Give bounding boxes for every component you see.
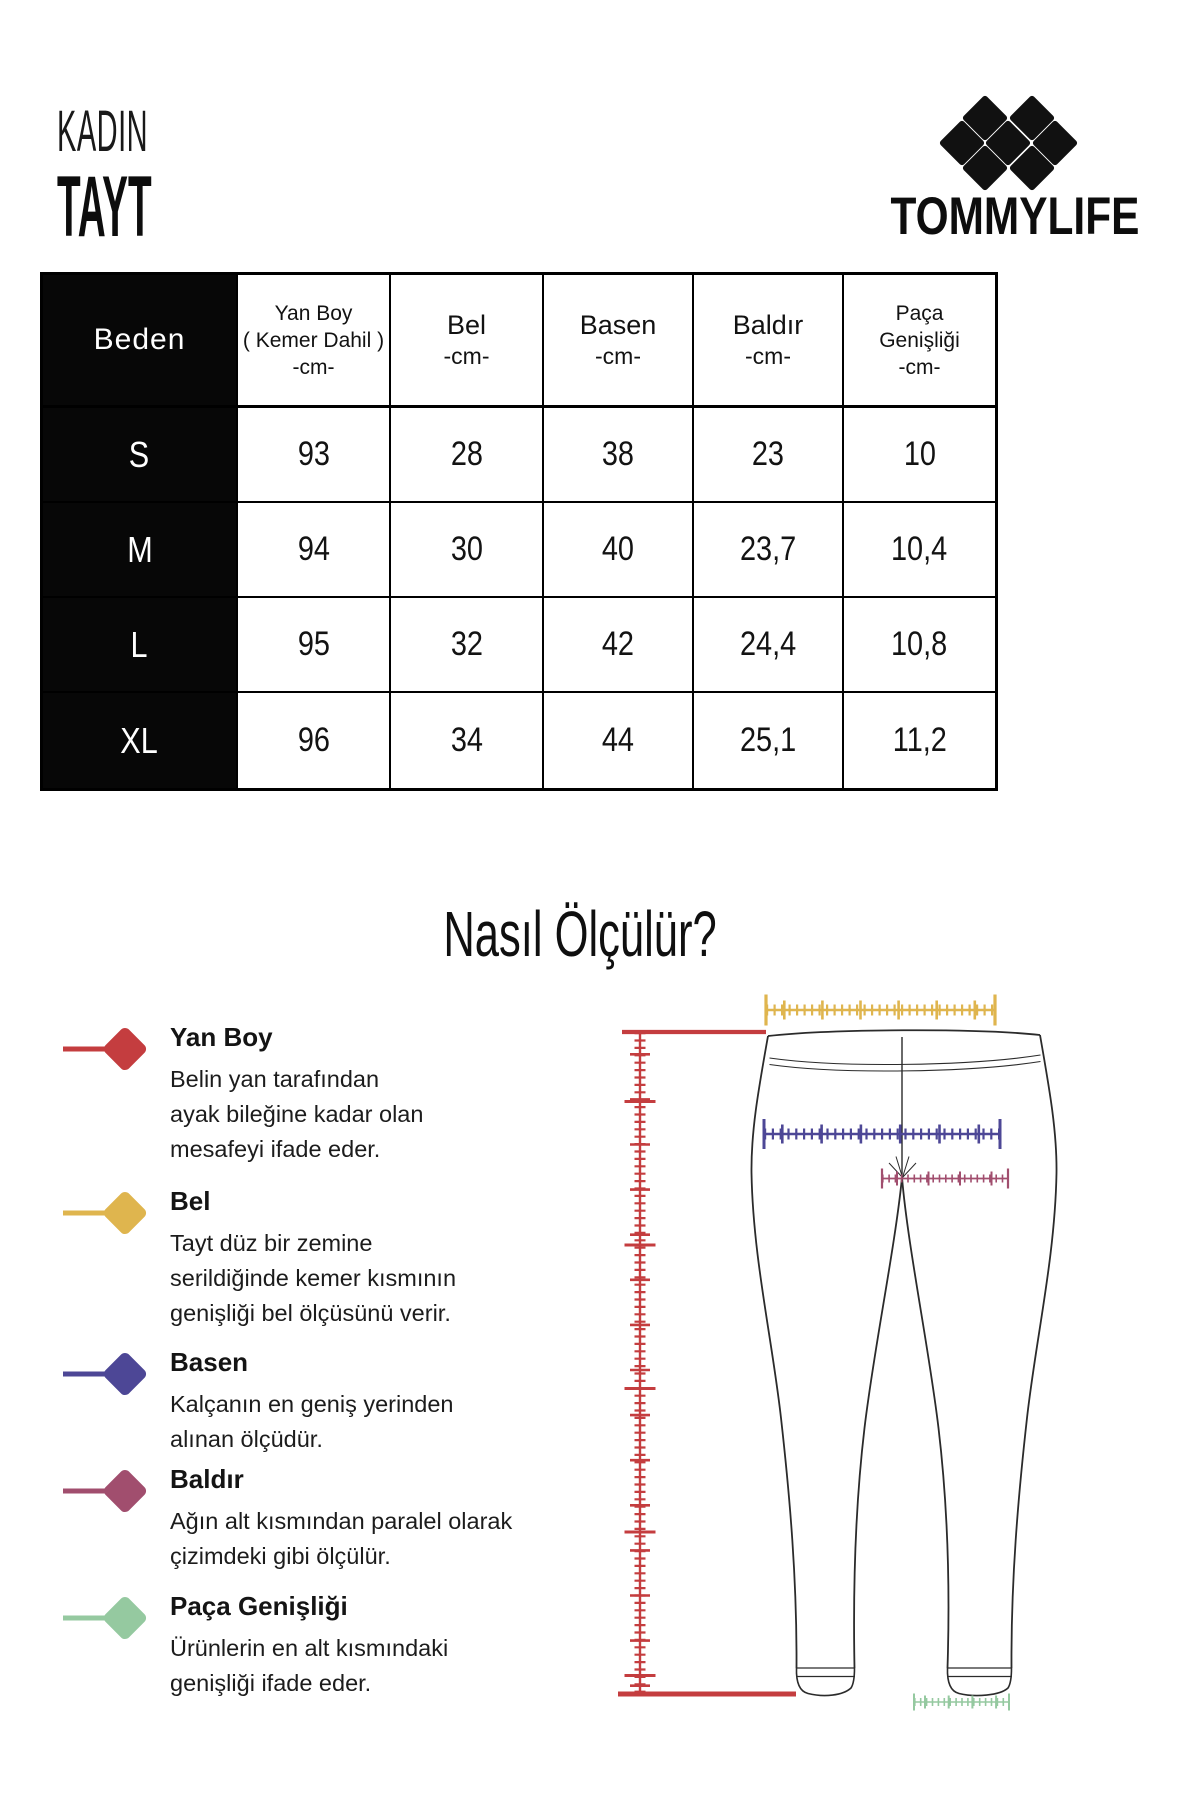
paca-genisligi-diamond-icon	[63, 1593, 163, 1643]
col-header-paca-genisligi: Paça Genişliği -cm-	[844, 275, 995, 408]
row-m-size-label: M	[43, 503, 238, 598]
cell-s-paca: 10	[844, 408, 995, 503]
brand-name: TOMMYLIFE	[890, 187, 1140, 246]
legend-item-paca-genisligi	[55, 1591, 575, 1701]
cell-xl-paca: 11,2	[892, 721, 947, 759]
brand-diamonds-icon	[930, 85, 1090, 200]
legend-item-basen	[55, 1347, 575, 1457]
bel-diamond-icon	[63, 1188, 163, 1238]
legend-desc-line: genişliği bel ölçüsünü verir.	[170, 1300, 451, 1326]
legend-item-yan-boy	[55, 1022, 575, 1167]
legend-desc-line: ayak bileğine kadar olan	[170, 1101, 424, 1127]
legend-desc-line: serildiğinde kemer kısmının	[170, 1265, 457, 1291]
legend-item-baldir	[55, 1464, 575, 1574]
cell-l-bel: 32	[391, 598, 544, 693]
legend-label: Basen	[170, 1347, 249, 1377]
cell-m-baldir: 23,7	[694, 503, 844, 598]
cell-l-yan-boy: 95	[238, 598, 391, 693]
legend-desc-line: mesafeyi ifade eder.	[170, 1136, 381, 1162]
row-xl-size-label: XL	[43, 693, 238, 788]
basen-diamond-icon	[63, 1349, 163, 1399]
legend-desc-line: Ağın alt kısmından paralel olarak	[170, 1508, 513, 1534]
legend-desc-line: Kalçanın en geniş yerinden	[170, 1391, 454, 1417]
leggings-measure-diagram	[600, 980, 1060, 1740]
col-header-yan-boy: Yan Boy ( Kemer Dahil ) -cm-	[238, 275, 391, 408]
cell-s-yan-boy: 93	[238, 408, 391, 503]
cell-xl-bel: 34	[391, 693, 544, 788]
baldir-diamond-icon	[63, 1466, 163, 1516]
legend-desc	[55, 1226, 575, 1331]
legend-desc-line: genişliği ifade eder.	[170, 1670, 372, 1696]
legend-desc-line: Ürünlerin en alt kısmındaki	[170, 1635, 449, 1661]
category-title: KADIN	[57, 99, 149, 164]
cell-xl-yan-boy: 96	[238, 693, 391, 788]
cell-m-basen: 40	[544, 503, 694, 598]
cell-m-bel: 30	[391, 503, 544, 598]
cell-m-paca: 10,4	[844, 503, 995, 598]
cell-s-basen: 38	[544, 408, 694, 503]
cell-s-bel: 28	[391, 408, 544, 503]
cell-l-baldir: 24,4	[694, 598, 844, 693]
legend-desc-line: çizimdeki gibi ölçülür.	[170, 1543, 391, 1569]
row-l-size-label: L	[43, 598, 238, 693]
product-title: TAYT	[57, 159, 152, 255]
col-header-bel: Bel -cm-	[391, 275, 544, 408]
legend-item-bel	[55, 1186, 575, 1331]
legend-desc-line: Belin yan tarafından	[170, 1066, 380, 1092]
col-header-basen: Basen -cm-	[544, 275, 694, 408]
ruler-basen	[764, 1119, 1000, 1149]
col-header-baldir: Baldır -cm-	[694, 275, 844, 408]
cell-l-basen: 42	[544, 598, 694, 693]
cell-xl-baldir: 25,1	[694, 693, 844, 788]
cell-l-paca: 10,8	[844, 598, 995, 693]
ruler-yan-boy	[618, 1032, 796, 1694]
legend-desc-line: alınan ölçüdür.	[170, 1426, 323, 1452]
cell-xl-basen: 44	[544, 693, 694, 788]
legend-label: Bel	[170, 1186, 211, 1216]
legend-desc	[55, 1062, 575, 1167]
ruler-bel	[766, 995, 995, 1026]
ruler-paca-genisligi	[914, 1694, 1009, 1711]
yan-boy-diamond-icon	[63, 1024, 163, 1074]
measure-guide-title: Nasıl Ölçülür?	[443, 898, 717, 970]
legend-label: Yan Boy	[170, 1022, 273, 1052]
cell-s-baldir: 23	[694, 408, 844, 503]
col-header-beden: Beden	[43, 275, 238, 408]
legend-desc-line: Tayt düz bir zemine	[170, 1230, 373, 1256]
legend-label: Baldır	[170, 1464, 244, 1494]
size-table	[40, 272, 998, 791]
cell-m-yan-boy: 94	[238, 503, 391, 598]
legend-label: Paça Genişliği	[170, 1591, 348, 1621]
row-s-size-label: S	[43, 408, 238, 503]
